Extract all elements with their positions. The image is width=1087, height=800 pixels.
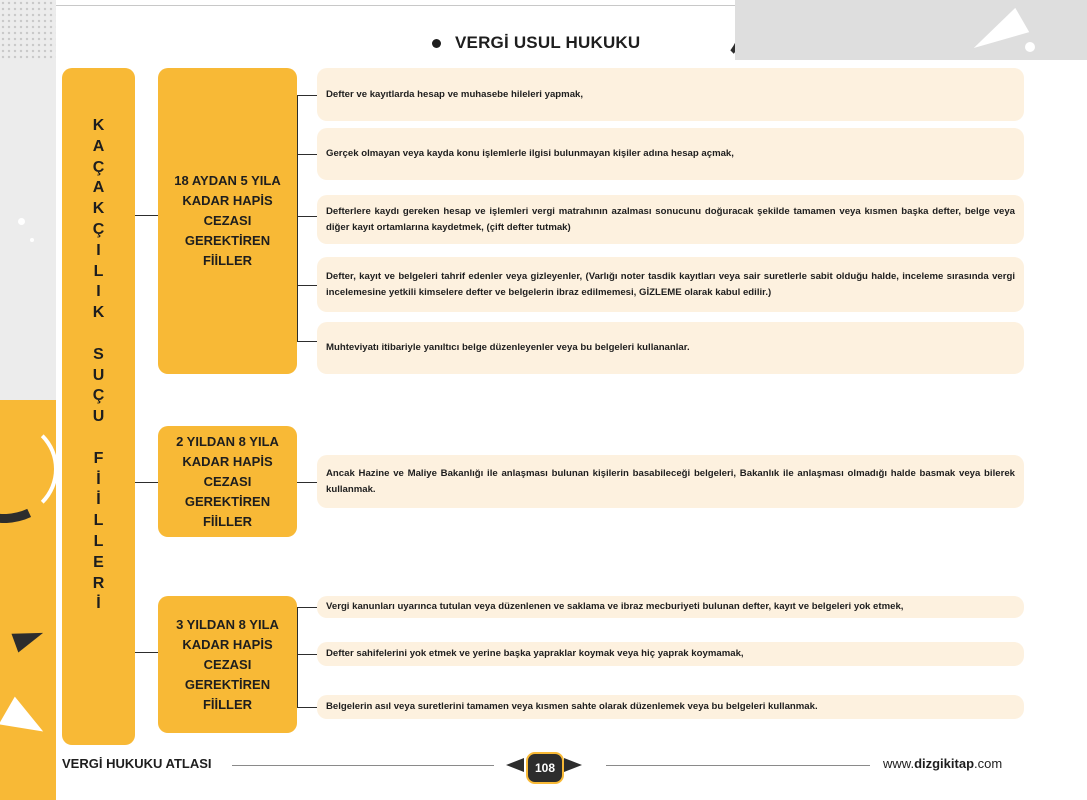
vertical-title-letter: U (92, 408, 105, 426)
offense-item-box (317, 455, 1024, 508)
offense-item-text: Defter ve kayıtlarda hesap ve muhasebe hileleri yapmak, (326, 88, 584, 100)
white-dot-decoration (1025, 42, 1035, 52)
connector-line (297, 95, 298, 341)
vertical-title-letter: A (92, 179, 105, 197)
vertical-title-letter: K (92, 117, 105, 134)
offense-item-box (317, 195, 1024, 244)
offense-item-box (317, 596, 1024, 618)
penalty-category-box (158, 68, 297, 374)
connector-line (135, 652, 158, 653)
connector-line (297, 95, 317, 96)
vertical-title-letter: Ç (92, 387, 105, 405)
offense-item-text: Defter, kayıt ve belgeleri tahrif edenler veya gizleyenler, (Varlığı noter tasdik kayıtları veya sair suretlerle sabit olduğu halde, inceleme sırasında vergi incelemesine yetkili kimselere defter ve belgelerin ibraz edilmemesi, GİZLEME olarak kabul edilir.) (326, 271, 1015, 298)
penalty-category-box (158, 426, 297, 537)
offense-item-box (317, 128, 1024, 180)
vertical-title-letter: İ (96, 470, 101, 488)
page-number: 108 (534, 761, 556, 775)
penalty-category-label: 18 AYDAN 5 YILA KADAR HAPİS CEZASI GEREKTİREN FİİLLER (174, 173, 281, 268)
offense-item-text: Muhteviyatı itibariyle yanıltıcı belge düzenleyenler veya bu belgeleri kullananlar. (326, 342, 690, 354)
offense-item-box (317, 322, 1024, 374)
penalty-category-label: 2 YILDAN 8 YILA KADAR HAPİS CEZASI GEREKTİREN FİİLLER (176, 433, 279, 529)
left-decoration-strip (0, 0, 56, 800)
connector-line (297, 482, 317, 483)
page-title: VERGİ USUL HUKUKU (455, 33, 641, 52)
connector-line (135, 215, 158, 216)
offense-item-box (317, 695, 1024, 719)
offense-item-text: Defterlere kaydı gereken hesap ve işlemleri vergi matrahının azalması sonucunu doğuracak şekilde tamamen veya kısmen başka defter, belge veya diğer kayıt ortamlarına kaydetmek, (çift defter tutmak) (326, 206, 1015, 233)
connector-line (297, 654, 317, 655)
vertical-title-letter: L (93, 532, 104, 550)
vertical-title-letter: K (92, 304, 105, 322)
badge-arrow-left-icon (506, 758, 524, 772)
main-topic-vertical-title (62, 116, 135, 615)
white-dot-decoration (18, 218, 25, 225)
website-prefix: www. (883, 756, 915, 771)
vertical-title-letter: A (92, 137, 105, 155)
vertical-title-letter: Ç (92, 220, 105, 238)
offense-item-text: Ancak Hazine ve Maliye Bakanlığı ile anlaşması bulunan kişilerin basabileceği belgeleri, Bakanlık ile anlaşması olmadığı halde basmak veya bilerek kullanmak. (326, 468, 1015, 495)
website-brand: dizgikitap (914, 756, 975, 771)
offense-item-box (317, 68, 1024, 121)
vertical-title-letter: İ (96, 491, 101, 509)
vertical-title-letter: U (92, 366, 105, 384)
vertical-title-letter: R (92, 574, 105, 592)
offense-item-text: Vergi kanunları uyarınca tutulan veya düzenlenen ve saklama ve ibraz mecburiyeti bulunan defter, kayıt ve belgeleri yok etmek, (326, 601, 904, 613)
page-number-badge (526, 752, 564, 784)
vertical-title-letter: Ç (92, 158, 105, 176)
website-suffix: .com (974, 756, 1003, 771)
penalty-category-box (158, 596, 297, 733)
offense-item-text: Defter sahifelerini yok etmek ve yerine başka yapraklar koymak veya hiç yaprak koymamak, (326, 648, 744, 660)
connector-line (135, 482, 158, 483)
page-header (432, 31, 640, 55)
bullet-icon (432, 39, 441, 48)
vertical-title-letter: F (93, 449, 104, 467)
paper-plane-icon (967, 8, 1029, 60)
badge-arrow-right-icon (564, 758, 582, 772)
offense-item-text: Gerçek olmayan veya kayda konu işlemlerle ilgisi bulunmayan kişiler adına hesap açmak, (326, 148, 734, 160)
vertical-title-letter: I (96, 283, 101, 301)
connector-line (297, 216, 317, 217)
offense-item-text: Belgelerin asıl veya suretlerini tamamen veya kısmen sahte olarak düzenlemek veya bu belgeleri kullanmak. (326, 701, 818, 713)
vertical-title-letter: I (96, 241, 101, 259)
footer-rule (232, 765, 494, 766)
dot-pattern (0, 0, 56, 60)
vertical-title-letter: K (92, 200, 105, 218)
footer-rule (606, 765, 870, 766)
connector-line (297, 285, 317, 286)
vertical-title-letter: L (93, 512, 104, 530)
vertical-title-letter: İ (96, 595, 101, 613)
offense-item-box (317, 642, 1024, 666)
offense-item-box (317, 257, 1024, 312)
penalty-category-label: 3 YILDAN 8 YILA KADAR HAPİS CEZASI GEREKTİREN FİİLLER (176, 616, 279, 712)
connector-line (297, 154, 317, 155)
top-right-decoration (735, 0, 1087, 60)
white-dot-decoration (30, 238, 34, 242)
connector-line (297, 341, 317, 342)
vertical-title-letter: S (93, 345, 104, 363)
connector-line (297, 607, 317, 608)
book-title: VERGİ HUKUKU ATLASI (62, 756, 212, 771)
vertical-title-letter: E (93, 553, 104, 571)
top-rule (56, 5, 736, 6)
website-url[interactable] (883, 756, 1002, 771)
connector-line (297, 707, 317, 708)
vertical-title-letter: L (93, 262, 104, 280)
connector-line (297, 607, 298, 707)
